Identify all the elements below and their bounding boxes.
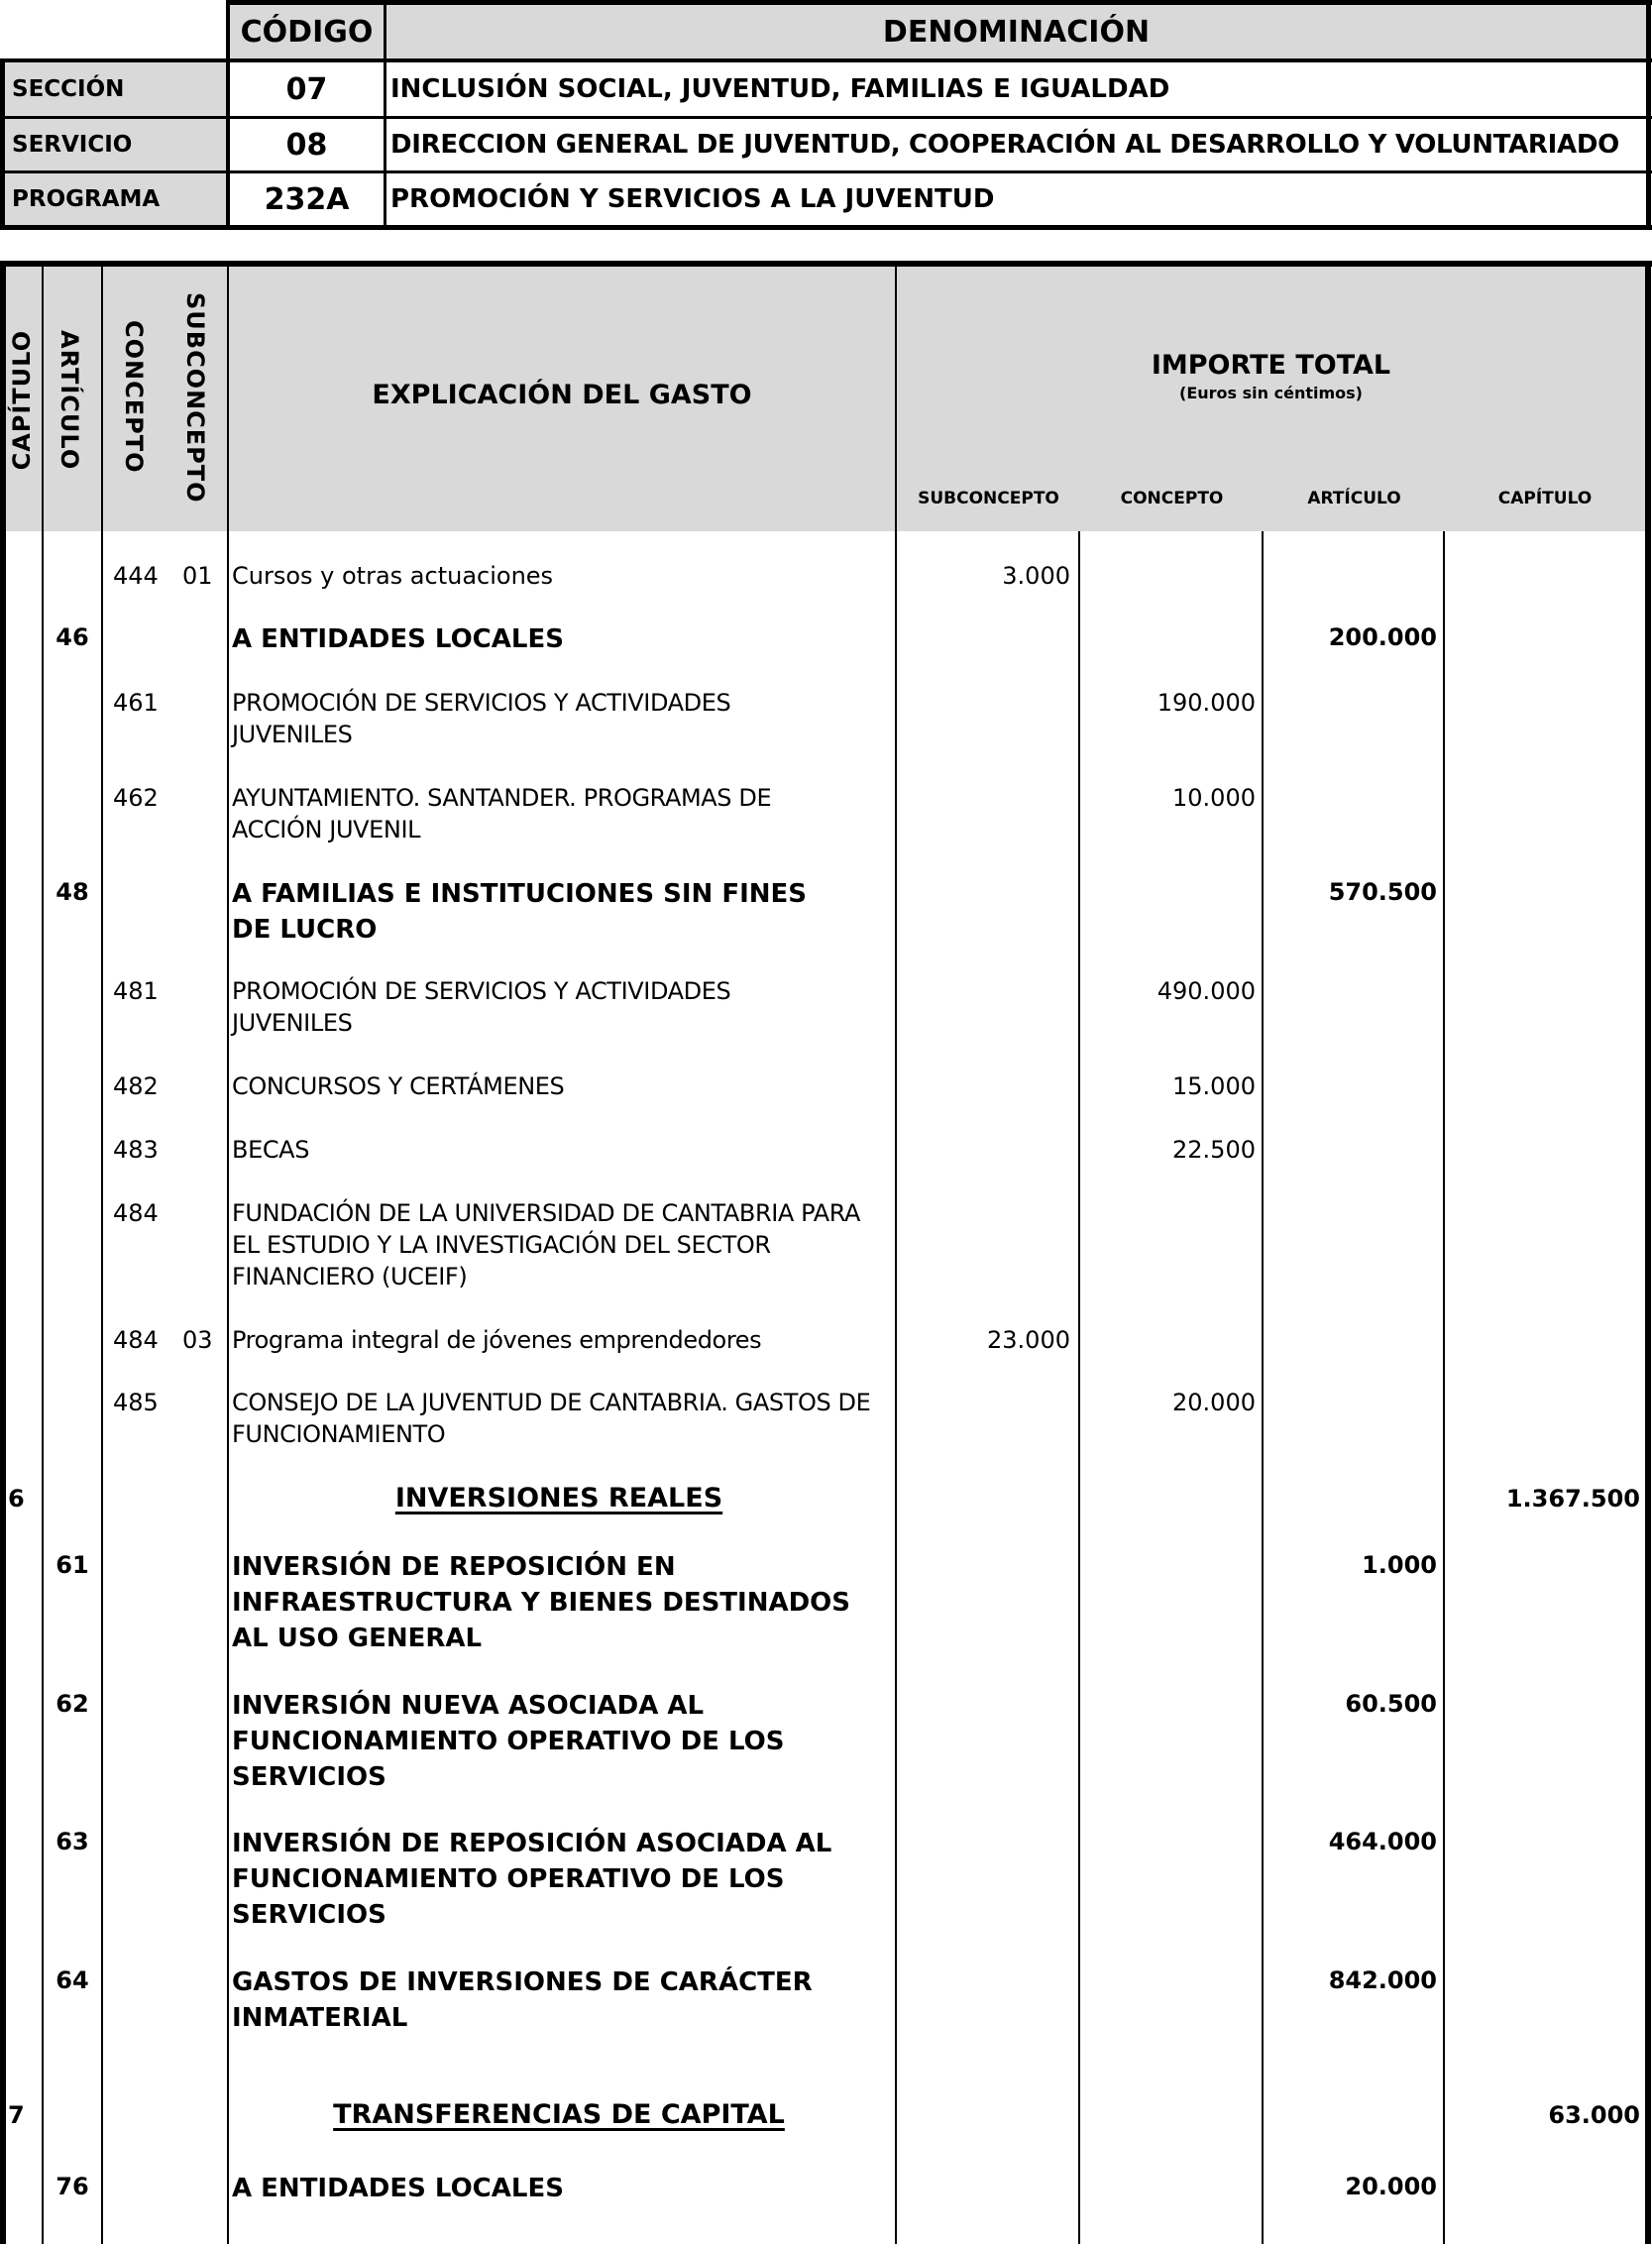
expense-description: A ENTIDADES LOCALES [232,624,564,654]
label-seccion: SECCIÓN [12,76,125,102]
articulo-amount: 20.000 [1345,2173,1437,2200]
expense-description: AYUNTAMIENTO. SANTANDER. PROGRAMAS DE ACCIÓN JUVENIL [232,784,772,843]
capitulo-code: 6 [8,1485,25,1513]
expense-description: PROMOCIÓN DE SERVICIOS Y ACTIVIDADES JUVENILES [232,689,731,748]
expense-description: A FAMILIAS E INSTITUCIONES SIN FINES DE LUCRO [232,879,808,945]
name-programa: PROMOCIÓN Y SERVICIOS A LA JUVENTUD [390,184,995,214]
expense-description: CONSEJO DE LA JUVENTUD DE CANTABRIA. GASTOS DE FUNCIONAMIENTO [232,1389,871,1448]
articulo-code: 61 [55,1551,89,1579]
expense-description: Programa integral de jóvenes emprendedores [232,1326,762,1354]
col-header-denominacion: DENOMINACIÓN [882,14,1151,50]
col-header-importe-total: IMPORTE TOTAL [1151,350,1391,381]
articulo-code: 46 [55,623,89,651]
articulo-code: 76 [55,2173,89,2200]
expense-description: A ENTIDADES LOCALES [232,2174,564,2203]
amount-col-articulo: ARTÍCULO [1307,489,1401,508]
expense-description: FUNDACIÓN DE LA UNIVERSIDAD DE CANTABRIA PARA EL ESTUDIO Y LA INVESTIGACIÓN DEL SECTOR FINANCIERO (UCEIF) [232,1199,861,1290]
articulo-amount: 1.000 [1362,1551,1437,1579]
col-header-explicacion: EXPLICACIÓN DEL GASTO [372,380,752,410]
articulo-code: 63 [55,1828,89,1855]
concepto-amount: 490.000 [1156,977,1256,1005]
concepto-amount: 20.000 [1172,1389,1256,1416]
border [1646,0,1651,230]
subconcepto-code: 03 [182,1326,213,1354]
articulo-amount: 60.500 [1345,1690,1437,1718]
expense-description: PROMOCIÓN DE SERVICIOS Y ACTIVIDADES JUVENILES [232,977,731,1037]
name-seccion: INCLUSIÓN SOCIAL, JUVENTUD, FAMILIAS E IGUALDAD [390,74,1170,104]
concepto-amount: 15.000 [1172,1072,1256,1100]
importe-units-note: (Euros sin céntimos) [1179,384,1363,402]
concepto-code: 462 [113,784,159,812]
concepto-amount: 22.500 [1172,1136,1256,1164]
col-header-articulo: ARTÍCULO [55,330,83,471]
border [0,261,6,2244]
capitulo-amount: 1.367.500 [1505,1485,1640,1513]
chapter-title: INVERSIONES REALES [394,1483,723,1514]
subconcepto-amount: 23.000 [987,1326,1070,1354]
capitulo-amount: 63.000 [1548,2101,1640,2129]
amount-col-subconcepto: SUBCONCEPTO [918,489,1059,508]
subconcepto-code: 01 [182,562,213,590]
articulo-code: 62 [55,1690,89,1718]
capitulo-code: 7 [8,2101,25,2129]
articulo-code: 48 [55,878,89,906]
amount-col-capitulo: CAPÍTULO [1497,489,1593,508]
code-servicio: 08 [285,127,328,163]
amount-col-concepto: CONCEPTO [1120,489,1224,508]
border [0,261,1652,267]
concepto-code: 461 [113,689,159,717]
col-header-subconcepto: SUBCONCEPTO [181,292,209,504]
label-servicio: SERVICIO [12,132,133,158]
expense-description: INVERSIÓN DE REPOSICIÓN ASOCIADA AL FUNCIONAMIENTO OPERATIVO DE LOS SERVICIOS [232,1829,832,1930]
code-programa: 232A [264,181,350,217]
border [1443,531,1445,2244]
border [42,267,44,2244]
expense-description: BECAS [232,1136,310,1164]
articulo-amount: 200.000 [1328,623,1437,651]
concepto-code: 483 [113,1136,159,1164]
col-header-capitulo: CAPÍTULO [8,330,36,471]
concepto-code: 484 [113,1326,159,1354]
expense-description: Cursos y otras actuaciones [232,562,554,590]
concepto-amount: 10.000 [1172,784,1256,812]
expense-table [0,261,1652,2244]
articulo-code: 64 [55,1966,89,1994]
expense-description: CONCURSOS Y CERTÁMENES [232,1072,565,1100]
budget-header-table [0,0,1652,230]
concepto-code: 484 [113,1199,159,1227]
articulo-amount: 464.000 [1328,1828,1437,1855]
code-seccion: 07 [285,71,328,107]
articulo-amount: 842.000 [1328,1966,1437,1994]
concepto-amount: 190.000 [1156,689,1256,717]
border [101,267,103,2244]
concepto-code: 481 [113,977,159,1005]
col-header-concepto: CONCEPTO [120,320,148,474]
border [227,267,229,2244]
concepto-code: 485 [113,1389,159,1416]
label-programa: PROGRAMA [12,186,161,212]
expense-description: GASTOS DE INVERSIONES DE CARÁCTER INMATERIAL [232,1967,813,2033]
border [0,225,1652,230]
border [0,58,5,230]
expense-description: INVERSIÓN DE REPOSICIÓN EN INFRAESTRUCTURA Y BIENES DESTINADOS AL USO GENERAL [232,1552,851,1653]
articulo-amount: 570.500 [1328,878,1437,906]
border [1645,261,1651,2244]
expense-description: INVERSIÓN NUEVA ASOCIADA AL FUNCIONAMIENTO OPERATIVO DE LOS SERVICIOS [232,1691,785,1792]
subconcepto-amount: 3.000 [1002,562,1070,590]
name-servicio: DIRECCION GENERAL DE JUVENTUD, COOPERACIÓN AL DESARROLLO Y VOLUNTARIADO [390,130,1619,160]
concepto-code: 444 [113,562,159,590]
concepto-code: 482 [113,1072,159,1100]
col-header-codigo: CÓDIGO [240,14,374,50]
chapter-title: TRANSFERENCIAS DE CAPITAL [333,2099,785,2130]
